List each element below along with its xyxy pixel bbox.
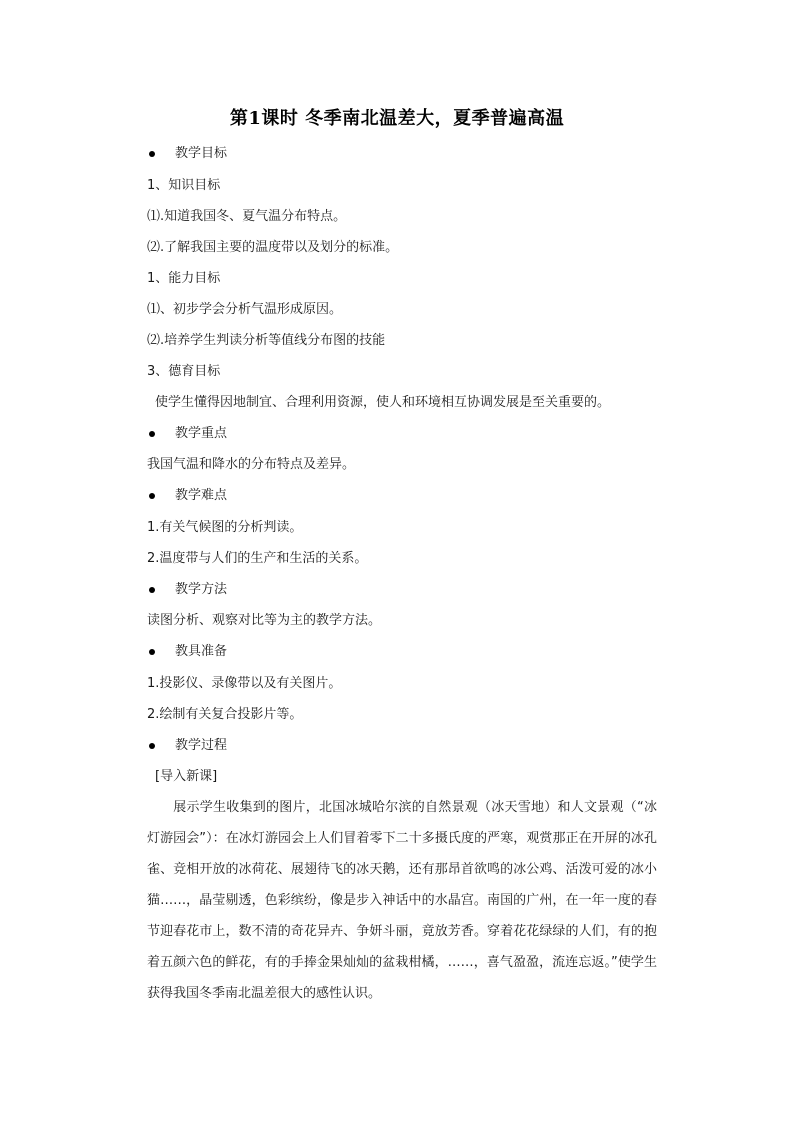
objectives-heading xyxy=(147,146,227,162)
bullet-icon xyxy=(149,649,155,655)
key-item-1: 我国气温和降水的分布特点及差异。 xyxy=(147,457,356,472)
page-title: 第1课时 冬季南北温差大，夏季普遍高温 xyxy=(229,108,565,129)
intro-paragraph xyxy=(147,792,657,1009)
bullet-icon xyxy=(149,743,155,749)
tools-item-2: 2.绘制有关复合投影片等。 xyxy=(147,707,303,722)
tools-item-1: 1.投影仪、录像带以及有关图片。 xyxy=(147,676,342,691)
process-heading-text: 教学过程 xyxy=(175,738,228,753)
intro-heading: [导入新课] xyxy=(155,769,218,784)
tools-heading-text: 教具准备 xyxy=(175,644,228,659)
key-heading-text: 教学重点 xyxy=(175,426,228,441)
knowledge-heading: 1、知识目标 xyxy=(147,178,221,193)
difficulty-item-1: 1.有关气候图的分析判读。 xyxy=(147,520,303,535)
moral-item-1: 使学生懂得因地制宜、合理利用资源，使人和环境相互协调发展是至关重要的。 xyxy=(155,395,611,410)
method-heading xyxy=(147,582,227,598)
bullet-icon xyxy=(149,587,155,593)
process-heading xyxy=(147,738,227,754)
ability-heading: 1、能力目标 xyxy=(147,271,221,286)
knowledge-item-2: ⑵.了解我国主要的温度带以及划分的标准。 xyxy=(147,240,399,255)
knowledge-item-1: ⑴.知道我国冬、夏气温分布特点。 xyxy=(147,209,347,224)
method-heading-text: 教学方法 xyxy=(175,582,228,597)
method-item-1: 读图分析、观察对比等为主的教学方法。 xyxy=(147,613,382,628)
bullet-icon xyxy=(149,431,155,437)
intro-paragraph-text: 展示学生收集到的图片，北国冰城哈尔滨的自然景观（冰天雪地）和人文景观（“冰灯游园会”）：在冰灯游园会上人们冒着零下二十多摄氏度的严寒，观赏那正在开屏的冰孔雀、竞相开放的冰荷花、展翅待飞的冰天鹅，还有那昂首欲鸣的冰公鸡、活泼可爱的冰小猫……，晶莹剔透，色彩缤纷，像是步入神话中的水晶宫。南国的广州，在一年一度的春节迎春花市上，数不清的奇花异卉、争妍斗丽，竟放芳香。穿着花花绿绿的人们，有的抱着五颜六色的鲜花，有的手捧金果灿灿的盆栽柑橘，……，喜气盈盈，流连忘返。”使学生获得我国冬季南北温差很大的感性认识。 xyxy=(147,800,657,1001)
ability-item-2: ⑵.培养学生判读分析等值线分布图的技能 xyxy=(147,333,386,348)
ability-item-1: ⑴、初步学会分析气温形成原因。 xyxy=(147,302,343,317)
difficulty-heading xyxy=(147,488,227,504)
tools-heading xyxy=(147,644,227,660)
bullet-icon xyxy=(149,151,155,157)
difficulty-item-2: 2.温度带与人们的生产和生活的关系。 xyxy=(147,551,368,566)
moral-heading: 3、德育目标 xyxy=(147,364,221,379)
difficulty-heading-text: 教学难点 xyxy=(175,488,228,503)
key-heading xyxy=(147,426,227,442)
bullet-icon xyxy=(149,493,155,499)
objectives-heading-text: 教学目标 xyxy=(175,146,228,161)
